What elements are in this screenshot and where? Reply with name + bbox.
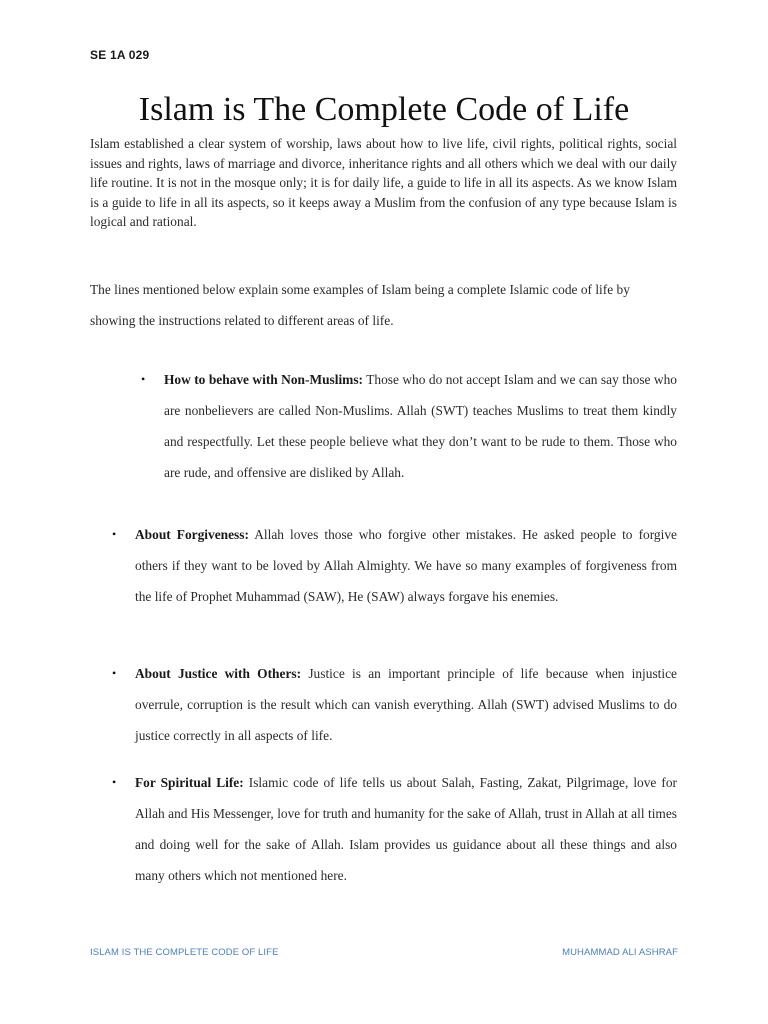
list-item-non-muslims — [164, 364, 677, 488]
intro-paragraph: Islam established a clear system of worship, laws about how to live life, civil rights, political rights, social issues and rights, laws of marriage and divorce, inheritance rights and all others which we deal with our daily life routine. It is not in the mosque only; it is for daily life, a guide to life in all its aspects. As we know Islam is a guide to life in all its aspects, so it keeps away a Muslim from the confusion of any type because Islam is logical and rational. — [90, 136, 677, 229]
lead-paragraph: The lines mentioned below explain some examples of Islam being a complete Islamic code of life by showing the instructions related to different areas of life. — [90, 282, 630, 328]
list-item-label: For Spiritual Life: — [135, 775, 244, 790]
list-item-spiritual-life — [135, 767, 677, 891]
footer-document-title: ISLAM IS THE COMPLETE CODE OF LIFE — [90, 947, 279, 958]
footer-author: MUHAMMAD ALI ASHRAF — [562, 947, 678, 958]
list-item-text: Islamic code of life tells us about Salah, Fasting, Zakat, Pilgrimage, love for Allah and His Messenger, love for truth and humanity for the sake of Allah, trust in Allah at all times and doing well for the sake of Allah. Islam provides us guidance about all these things and also many others which not mentioned here. — [135, 775, 677, 883]
list-item-label: About Forgiveness: — [135, 527, 249, 542]
bullet-marker: • — [141, 372, 146, 386]
list-item-text: Justice is an important principle of life because when injustice overrule, corruption is the result which can vanish everything. Allah (SWT) advised Muslims to do justice correctly in all aspects of life. — [135, 666, 678, 743]
list-item-forgiveness — [135, 519, 677, 612]
page-title: Islam is The Complete Code of Life — [138, 91, 630, 128]
bullet-marker: • — [112, 527, 117, 541]
list-item-label: About Justice with Others: — [135, 666, 302, 681]
document-code: SE 1A 029 — [90, 48, 150, 62]
bullet-marker: • — [112, 775, 117, 789]
bullet-marker: • — [112, 666, 117, 680]
list-item-justice — [135, 658, 677, 751]
list-item-text: Allah loves those who forgive other mistakes. He asked people to forgive others if they want to be loved by Allah Almighty. We have so many examples of forgiveness from the life of Prophet Muhammad (SAW), He (SAW) always forgave his enemies. — [135, 527, 677, 604]
list-item-text: Those who do not accept Islam and we can say those who are nonbelievers are called Non-Muslims. Allah (SWT) teaches Muslims to treat them kindly and respectfully. Let these people believe what they don’t want to be rude to them. Those who are rude, and offensive are disliked by Allah. — [164, 372, 677, 480]
list-item-label: How to behave with Non-Muslims: — [164, 372, 364, 387]
